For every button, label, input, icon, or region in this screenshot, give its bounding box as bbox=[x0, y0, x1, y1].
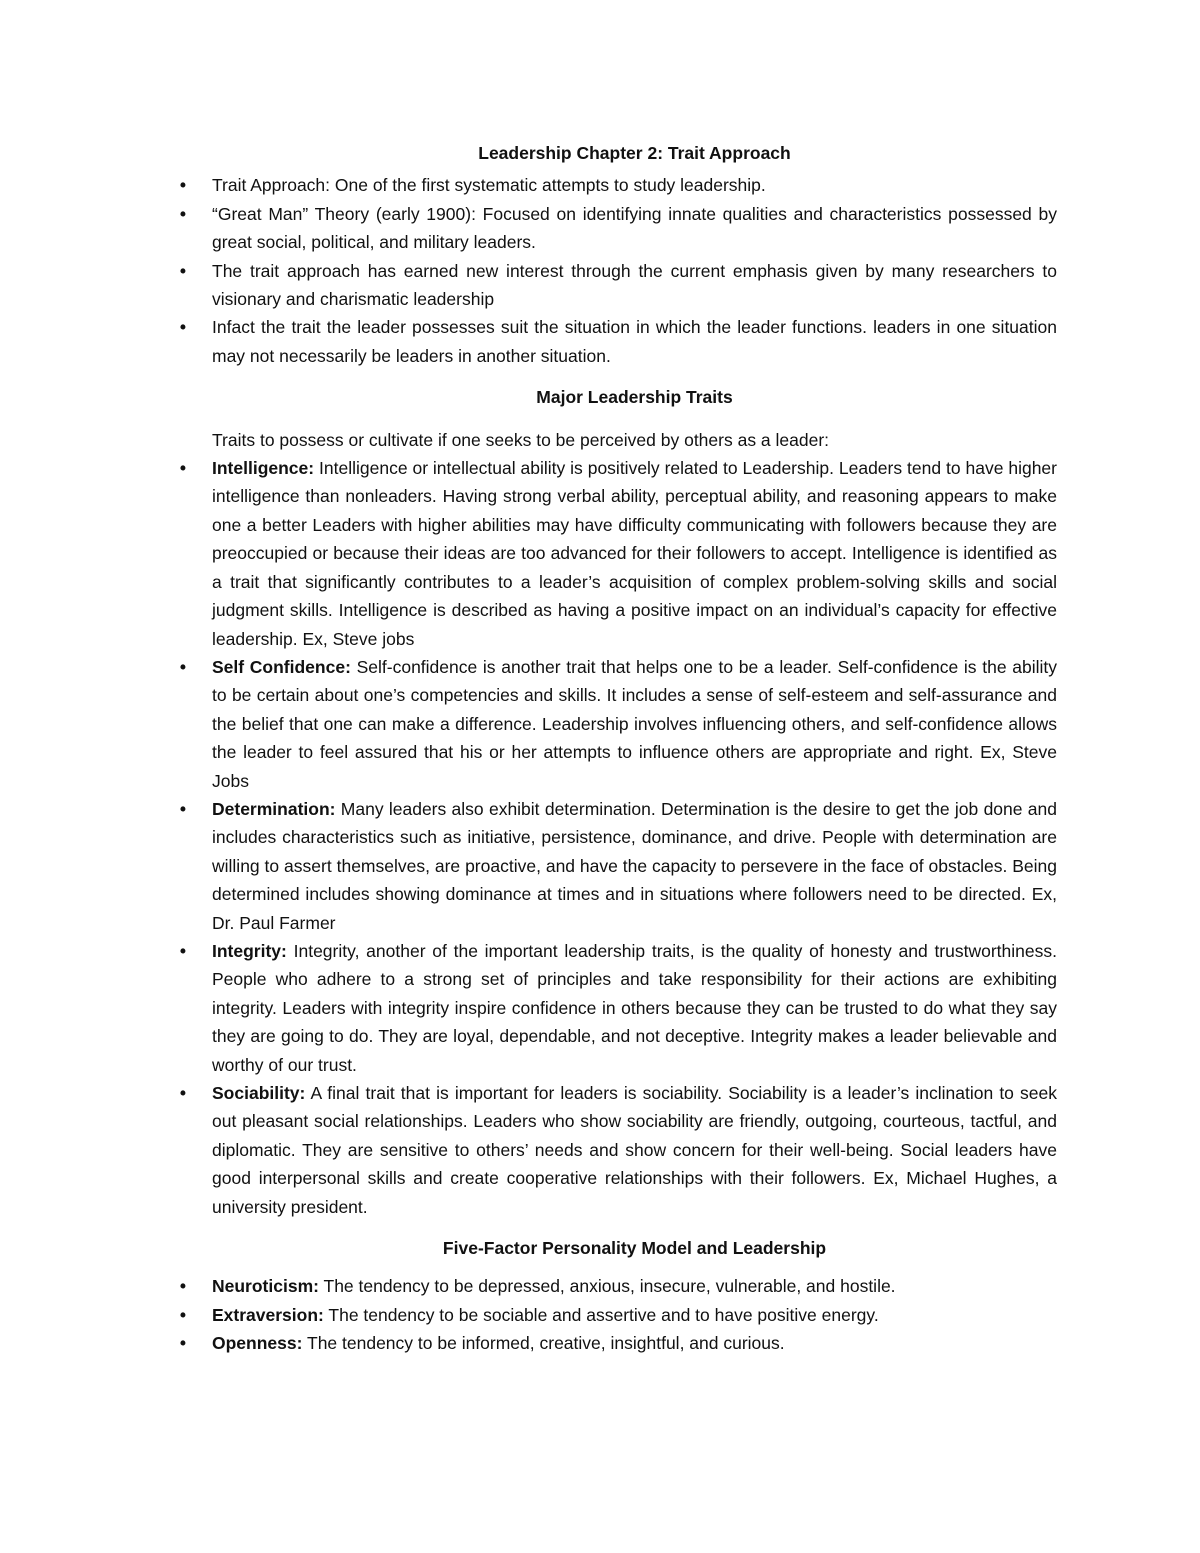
list-item bbox=[179, 257, 1057, 314]
list-item bbox=[179, 171, 1057, 199]
major-traits-list bbox=[179, 454, 1057, 1221]
trait-name: Sociability: bbox=[212, 1083, 306, 1103]
list-item bbox=[179, 795, 1057, 937]
major-traits-intro: Traits to possess or cultivate if one seeks to be perceived by others as a leader: bbox=[212, 429, 830, 450]
trait-description: Self-confidence is another trait that helps one to be a leader. Self-confidence is the ability to be certain about one’s competencies and skills. It includes a sense of self-esteem and self-assurance and the belief that one can make a difference. Leadership involves influencing others, and self-confidence allows the leader to feel assured that his or her attempts to influence others are appropriate and right. Ex, Steve Jobs bbox=[212, 656, 1057, 791]
bullet-icon: • bbox=[179, 1333, 187, 1354]
list-item bbox=[179, 1272, 1057, 1300]
factor-description: The tendency to be depressed, anxious, insecure, vulnerable, and hostile. bbox=[318, 1276, 896, 1297]
section-heading-five-factor: Five-Factor Personality Model and Leadership bbox=[442, 1238, 827, 1259]
section-heading-major-traits: Major Leadership Traits bbox=[536, 387, 733, 408]
list-item-text: Infact the trait the leader possesses suit the situation in which the leader functions. leaders in one situation may not necessarily be leaders in another situation. bbox=[212, 317, 1057, 366]
bullet-icon: • bbox=[179, 1083, 187, 1103]
list-item bbox=[179, 937, 1057, 1079]
list-item bbox=[179, 1329, 1057, 1357]
page-title: Leadership Chapter 2: Trait Approach bbox=[478, 143, 791, 163]
trait-description: Many leaders also exhibit determination. Determination is the desire to get the job done and includes characteristics such as initiative, persistence, dominance, and drive. People with determination are willing to assert themselves, are proactive, and have the capacity to persevere in the face of obstacles. Being determined includes showing dominance at times and in situations where followers need to be directed. Ex, Dr. Paul Farmer bbox=[212, 798, 1057, 933]
list-item bbox=[179, 200, 1057, 257]
document-body bbox=[179, 139, 1057, 1358]
trait-description: Integrity, another of the important leadership traits, is the quality of honesty and trustworthiness. People who adhere to a strong set of principles and take responsibility for their actions are exhibiting integrity. Leaders with integrity inspire confidence in others because they can be trusted to do what they say they are going to do. They are loyal, dependable, and not deceptive. Integrity makes a leader believable and worthy of our trust. bbox=[212, 940, 1057, 1075]
bullet-icon: • bbox=[179, 1276, 187, 1297]
bullet-icon: • bbox=[179, 656, 187, 677]
trait-name: Determination: bbox=[212, 798, 336, 819]
bullet-icon: • bbox=[179, 458, 187, 479]
factor-description: The tendency to be sociable and assertive and to have positive energy. bbox=[323, 1304, 879, 1325]
list-item bbox=[179, 454, 1057, 653]
factor-name: Extraversion: bbox=[212, 1304, 324, 1325]
list-item-text: Trait Approach: One of the first systematic attempts to study leadership. bbox=[212, 175, 766, 196]
list-item bbox=[179, 1301, 1057, 1329]
factor-name: Openness: bbox=[212, 1333, 303, 1354]
bullet-icon: • bbox=[179, 1304, 187, 1325]
factor-name: Neuroticism: bbox=[212, 1276, 319, 1297]
list-item bbox=[179, 653, 1057, 795]
bullet-icon: • bbox=[179, 317, 187, 338]
trait-name: Intelligence: bbox=[212, 458, 315, 479]
bullet-icon: • bbox=[179, 260, 187, 281]
list-item-text: The trait approach has earned new interest through the current emphasis given by many researchers to visionary and charismatic leadership bbox=[212, 260, 1057, 310]
bullet-icon: • bbox=[179, 203, 187, 224]
factor-description: The tendency to be informed, creative, insightful, and curious. bbox=[302, 1333, 785, 1354]
bullet-icon: • bbox=[179, 940, 187, 961]
trait-name: Self Confidence: bbox=[212, 656, 351, 677]
list-item bbox=[179, 1079, 1057, 1221]
trait-name: Integrity: bbox=[212, 940, 287, 961]
trait-description: A final trait that is important for leaders is sociability. Sociability is a leader’s inclination to seek out pleasant social relationships. Leaders who show sociability are friendly, outgoing, courteous, tactful, and diplomatic. They are sensitive to others’ needs and show concern for their well-being. Social leaders have good interpersonal skills and create cooperative relationships with their followers. Ex, Michael Hughes, a university president. bbox=[212, 1083, 1057, 1217]
list-item bbox=[179, 313, 1057, 370]
bullet-icon: • bbox=[179, 175, 187, 196]
trait-description: Intelligence or intellectual ability is positively related to Leadership. Leaders tend to have higher intelligence than nonleaders. Having strong verbal ability, perceptual ability, and reasoning appears to make one a better Leaders with higher abilities may have difficulty communicating with followers because they are preoccupied or because their ideas are too advanced for their followers to accept. Intelligence is identified as a trait that significantly contributes to a leader’s acquisition of complex problem-solving skills and social judgment skills. Intelligence is described as having a positive impact on an individual’s capacity for effective leadership. Ex, Steve jobs bbox=[212, 458, 1057, 649]
five-factor-list bbox=[179, 1272, 1057, 1357]
bullet-icon: • bbox=[179, 798, 187, 819]
intro-bullet-list bbox=[179, 171, 1057, 370]
list-item-text: “Great Man” Theory (early 1900): Focused on identifying innate qualities and characteristics possessed by great social, political, and military leaders. bbox=[212, 203, 1057, 253]
